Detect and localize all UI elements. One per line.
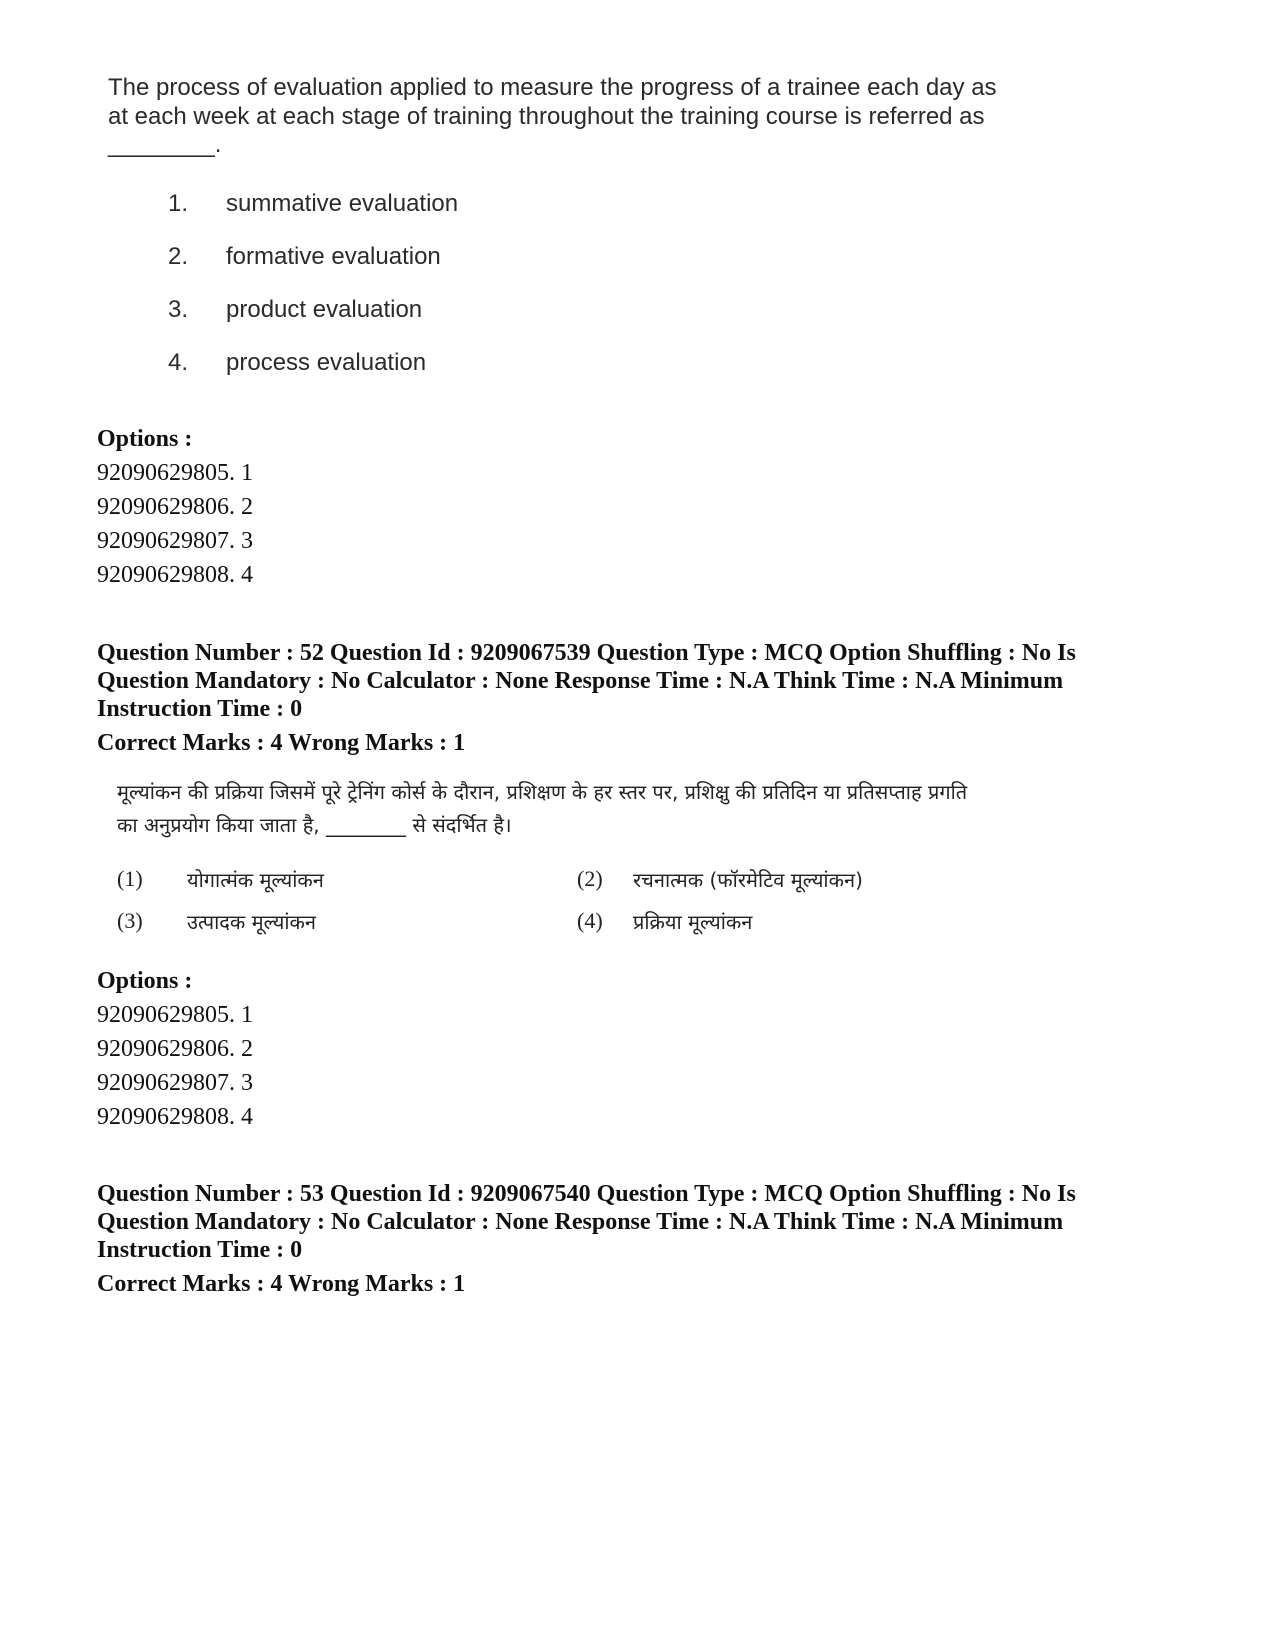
- choice-number: 1.: [168, 190, 189, 217]
- q51-choice-3: [168, 296, 568, 326]
- q52-header-line-3: Instruction Time : 0: [97, 696, 303, 722]
- choice-text: process evaluation: [226, 349, 427, 376]
- q51-option-1: 92090629805. 1: [97, 460, 253, 486]
- choice-number: 4.: [168, 349, 189, 376]
- q51-choice-1: [168, 190, 568, 220]
- q52-stem-hindi-line-1: मूल्यांकन की प्रक्रिया जिसमें पूरे ट्रेनिंग कोर्स के दौरान, प्रशिक्षण के हर स्तर पर, प्रशिक्षु की प्रतिदिन या प्रतिसप्ताह प्रगति: [117, 780, 968, 804]
- q51-option-2: 92090629806. 2: [97, 494, 253, 520]
- q52-option-4: 92090629808. 4: [97, 1104, 253, 1130]
- choice-number: 2.: [168, 243, 189, 270]
- q51-stem: The process of evaluation applied to measure the progress of a trainee each day as at each week at each stage of training throughout the training course is referred as ________.: [108, 74, 997, 158]
- q51-choice-2: [168, 243, 568, 273]
- choice-text: product evaluation: [226, 296, 423, 323]
- q52-option-1: 92090629805. 1: [97, 1002, 253, 1028]
- choice-text: प्रक्रिया मूल्यांकन: [633, 910, 753, 934]
- q53-header-line-1: Question Number : 53 Question Id : 9209067540 Question Type : MCQ Option Shuffling : No Is: [97, 1181, 1076, 1207]
- q51-options-heading: Options :: [97, 426, 193, 452]
- choice-text: summative evaluation: [226, 190, 459, 217]
- q52-header-line-2: Question Mandatory : No Calculator : None Response Time : N.A Think Time : N.A Minimum: [97, 668, 1064, 694]
- choice-text: formative evaluation: [226, 243, 441, 270]
- choice-number: (1): [117, 866, 143, 891]
- q52-stem-hindi-line-2: का अनुप्रयोग किया जाता है, ________ से संदर्भित है।: [117, 813, 512, 837]
- q53-marks: Correct Marks : 4 Wrong Marks : 1: [97, 1271, 466, 1297]
- q51-option-3: 92090629807. 3: [97, 528, 253, 554]
- q52-header-line-1: Question Number : 52 Question Id : 9209067539 Question Type : MCQ Option Shuffling : No Is: [97, 640, 1076, 666]
- q51-option-4: 92090629808. 4: [97, 562, 253, 588]
- choice-text: रचनात्मक (फॉरमेटिव मूल्यांकन): [633, 868, 863, 892]
- q53-header-line-2: Question Mandatory : No Calculator : None Response Time : N.A Think Time : N.A Minimum: [97, 1209, 1064, 1235]
- choice-text: उत्पादक मूल्यांकन: [187, 910, 316, 934]
- q52-marks: Correct Marks : 4 Wrong Marks : 1: [97, 730, 466, 756]
- q52-option-3: 92090629807. 3: [97, 1070, 253, 1096]
- choice-number: 3.: [168, 296, 189, 323]
- choice-number: (4): [577, 908, 603, 933]
- q52-choice-1: [117, 866, 324, 892]
- choice-number: (3): [117, 908, 143, 933]
- q52-choice-2: [577, 866, 863, 892]
- q53-header-line-3: Instruction Time : 0: [97, 1237, 303, 1263]
- q52-choice-4: [577, 908, 753, 934]
- q52-option-2: 92090629806. 2: [97, 1036, 253, 1062]
- q51-choice-4: [168, 349, 568, 379]
- q52-options-heading: Options :: [97, 968, 193, 994]
- q52-choice-3: [117, 908, 316, 934]
- choice-number: (2): [577, 866, 603, 891]
- choice-text: योगात्मंक मूल्यांकन: [187, 868, 324, 892]
